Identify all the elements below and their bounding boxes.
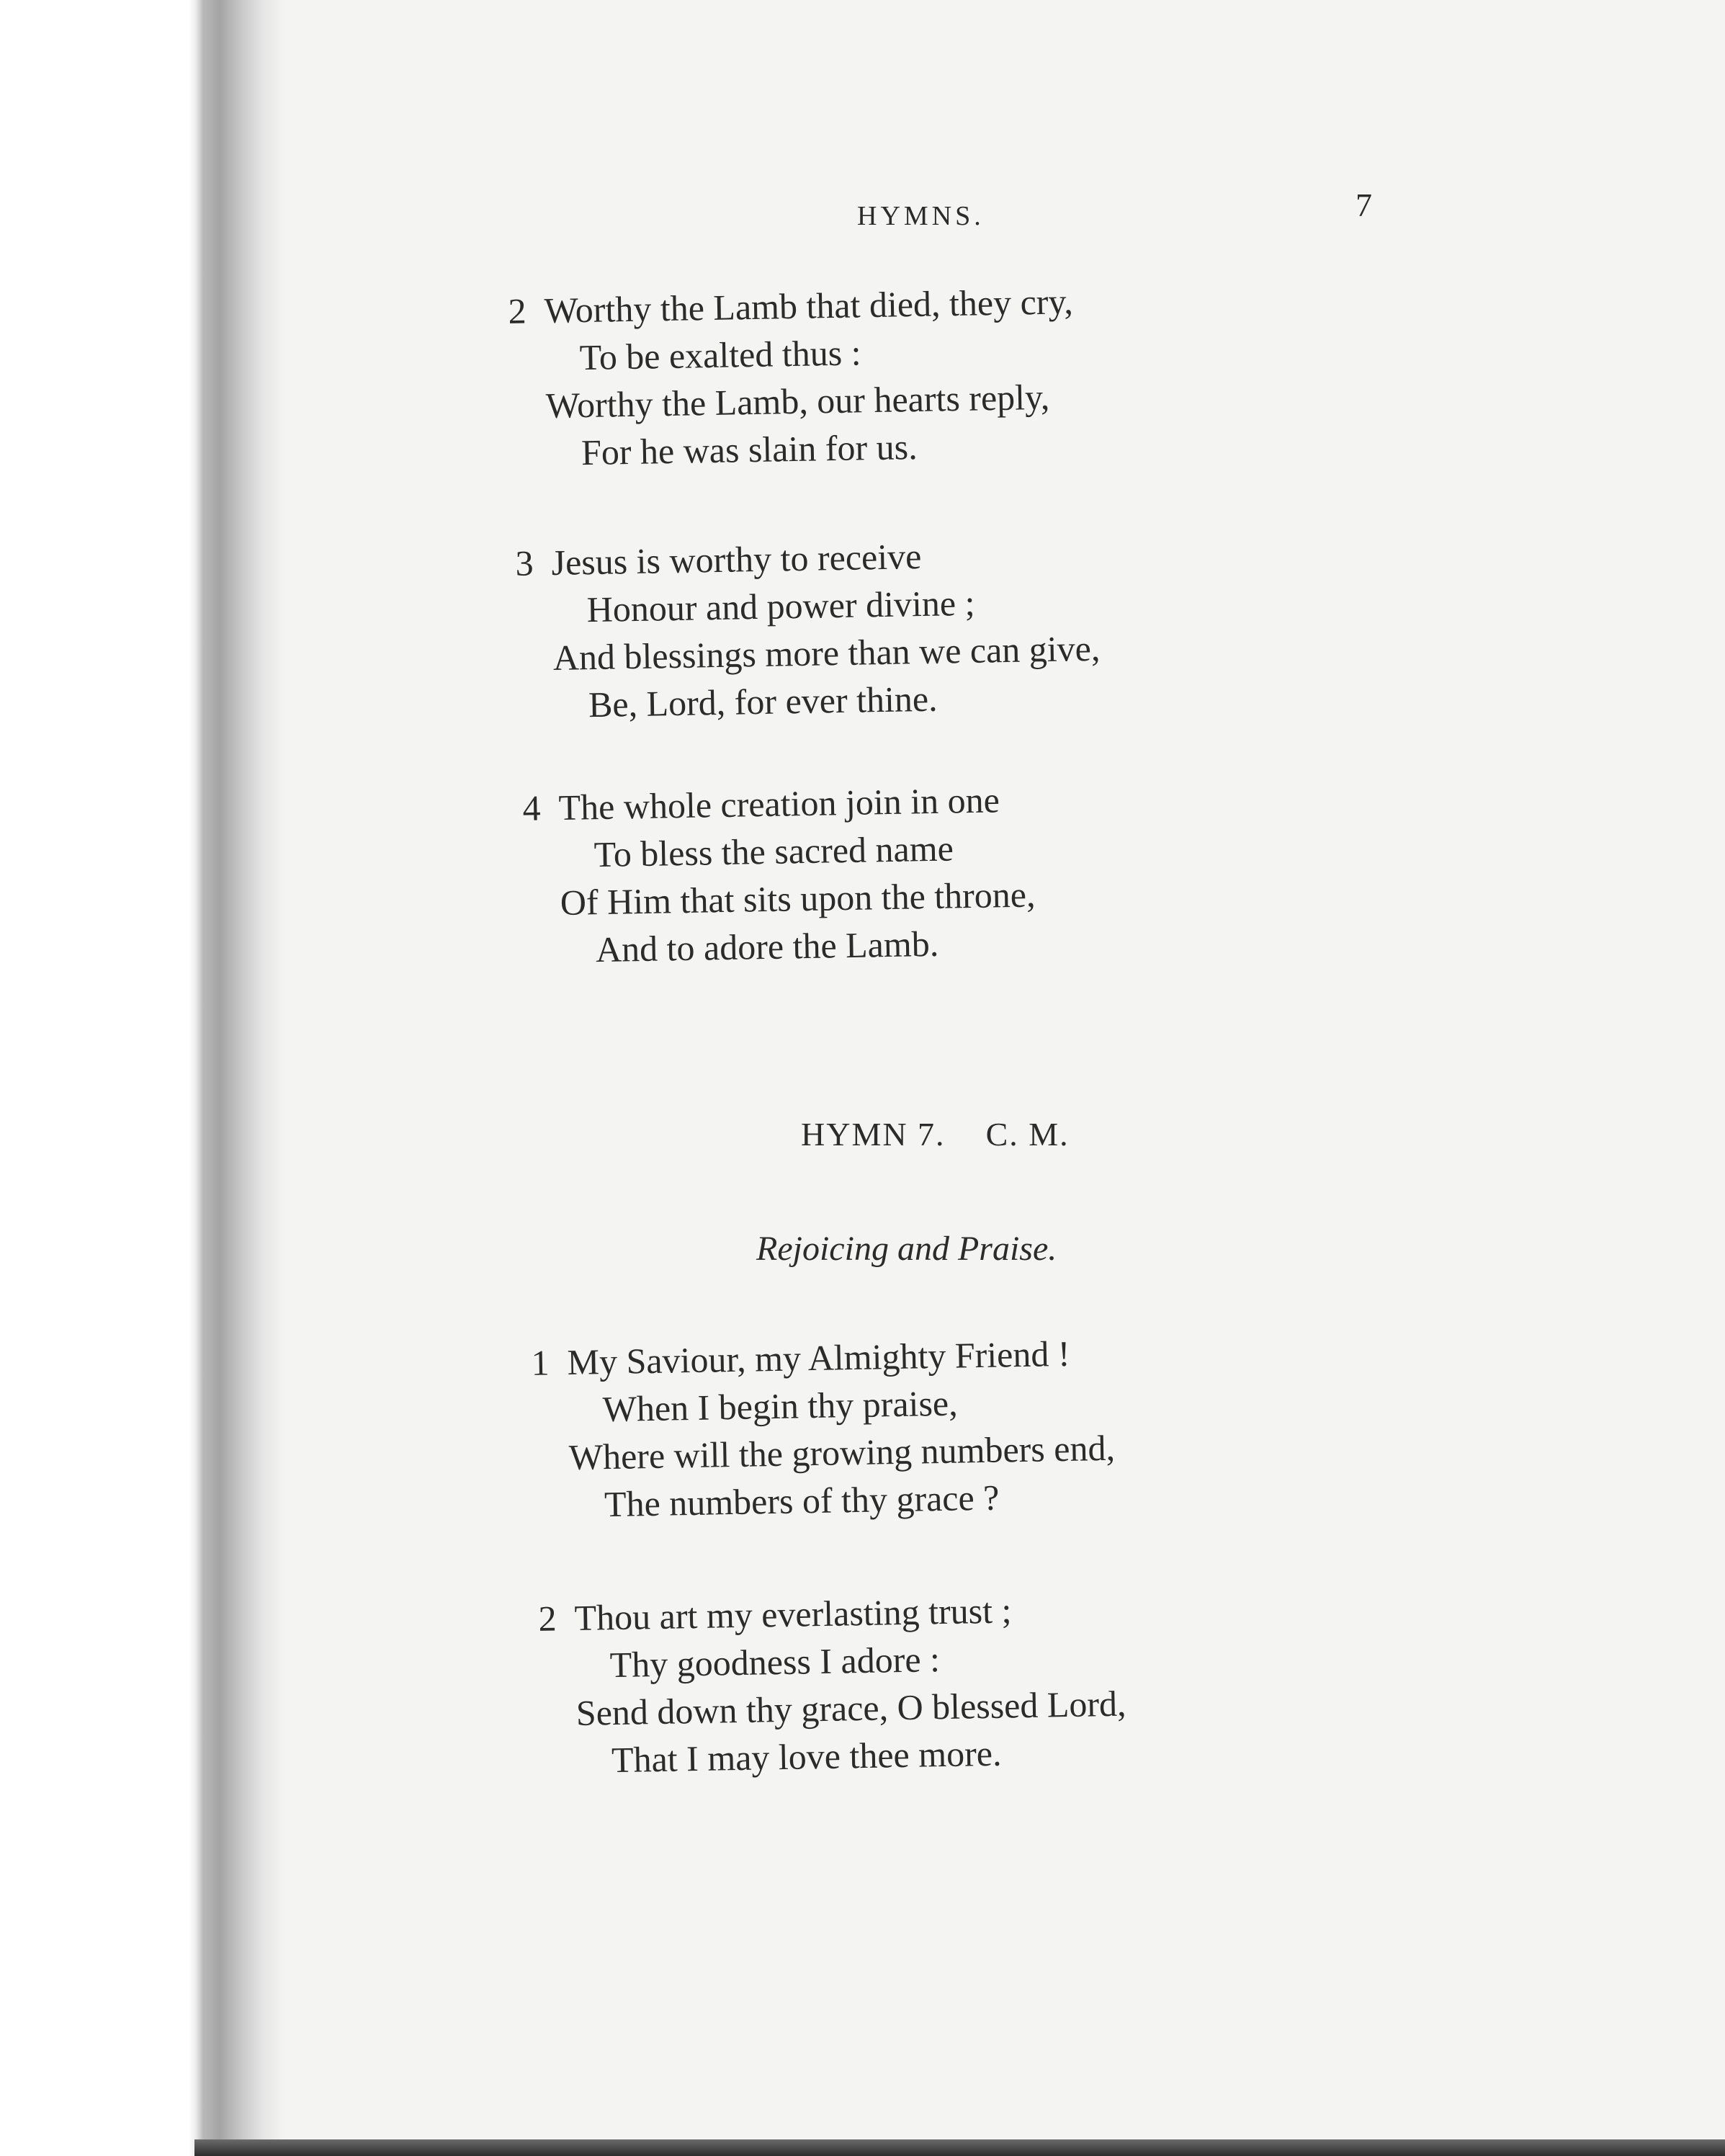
verse-number: 1 bbox=[531, 1342, 550, 1383]
verse-line: 2 Thou art my everlasting trust ; bbox=[538, 1585, 1125, 1642]
verse-number: 2 bbox=[508, 290, 527, 331]
verse-line: 1 My Saviour, my Almighty Friend ! bbox=[531, 1329, 1114, 1387]
hymn-heading bbox=[801, 1115, 1070, 1153]
verse-line: Worthy the Lamb, our hearts reply, bbox=[545, 376, 1050, 426]
verse-number: 3 bbox=[515, 542, 534, 583]
verse-line: To be exalted thus : bbox=[579, 332, 862, 378]
verse-line: Be, Lord, for ever thine. bbox=[588, 678, 938, 725]
verse-line: And blessings more than we can give, bbox=[552, 627, 1101, 678]
hymn-7-verse-1 bbox=[531, 1329, 1116, 1529]
verse-line: Of Him that sits upon the throne, bbox=[560, 874, 1036, 923]
verse-line: The numbers of thy grace ? bbox=[604, 1477, 1000, 1525]
verse-line: 3 Jesus is worthy to receive bbox=[515, 529, 1099, 587]
verse-3 bbox=[515, 529, 1101, 729]
hymn-number: HYMN 7. bbox=[801, 1116, 946, 1153]
verse-number: 2 bbox=[538, 1598, 557, 1639]
verse-line: For he was slain for us. bbox=[581, 426, 918, 473]
verse-line: 2 Worthy the Lamb that died, they cry, bbox=[508, 277, 1073, 335]
verse-4 bbox=[522, 775, 1036, 973]
hymn-subtitle: Rejoicing and Praise. bbox=[756, 1230, 1057, 1268]
verse-number: 4 bbox=[522, 787, 542, 828]
hymn-7-verse-2 bbox=[538, 1585, 1127, 1784]
verse-line: When I begin thy praise, bbox=[602, 1382, 959, 1430]
running-head: HYMNS. bbox=[857, 201, 985, 231]
verse-line: To bless the sacred name bbox=[593, 828, 954, 875]
page-number: 7 bbox=[1356, 187, 1372, 223]
verse-line: And to adore the Lamb. bbox=[595, 923, 939, 970]
verse-line: That I may love thee more. bbox=[611, 1732, 1002, 1781]
verse-line: Send down thy grace, O blessed Lord, bbox=[575, 1683, 1126, 1733]
verse-2-continued bbox=[508, 277, 1076, 477]
verse-line: 4 The whole creation join in one bbox=[522, 775, 1034, 831]
verse-line: Where will the growing numbers end, bbox=[568, 1427, 1116, 1477]
verse-line: Thy goodness I adore : bbox=[609, 1639, 941, 1686]
hymn-meter: C. M. bbox=[985, 1116, 1070, 1153]
verse-line: Honour and power divine ; bbox=[586, 582, 975, 630]
